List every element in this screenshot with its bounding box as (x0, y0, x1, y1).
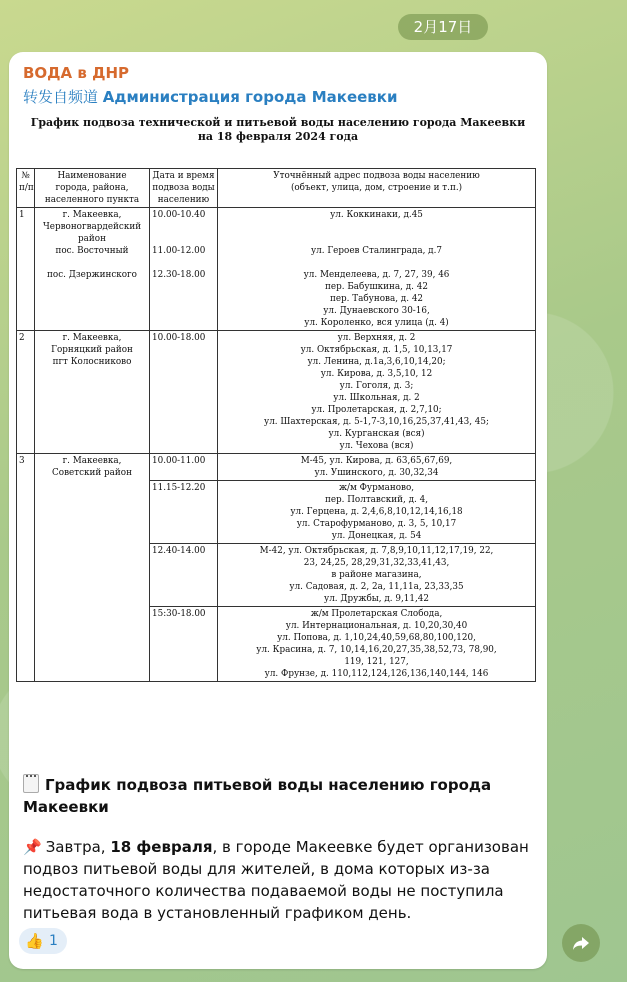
reaction-count: 1 (49, 933, 58, 949)
row-addresses: ул. Верхняя, д. 2 ул. Октябрьская, д. 1,5, 10,13,17 ул. Ленина, д.1а,3,6,10,14,20; ул. Кирова, д. 3,5,10, 12 ул. Гоголя, д. 3; ул. Школьная, д. 2 ул. Пролетарская, д. 2,7,10; ул. Шахтерская, д. 5-1,7-3,10,16,25,37,41,43, 45; ул. Курганская (вся) ул. Чехова (вся) (218, 331, 536, 454)
forwarded-channel-name[interactable]: Администрация города Макеевки (102, 88, 398, 106)
date-separator: 2月17日 (398, 14, 488, 40)
table-row (17, 331, 536, 454)
row-locality: г. Макеевка, Горняцкий район пгт Колосниково (35, 331, 150, 454)
row-time: 12.40-14.00 (150, 544, 218, 607)
post-title-text: График подвоза питьевой воды населению города Макеевки (23, 776, 492, 816)
table-header-row (17, 169, 536, 208)
header-name: Наименование города, района, населенного пункта (35, 169, 150, 208)
post-title (23, 774, 533, 818)
schedule-document-image[interactable] (9, 114, 547, 764)
row-time: 10.00-18.00 (150, 331, 218, 454)
row-num: 2 (17, 331, 35, 454)
row-num: 1 (17, 208, 35, 331)
share-arrow-icon (571, 933, 591, 953)
row-time: 15:30-18.00 (150, 607, 218, 682)
share-button[interactable] (562, 924, 600, 962)
header-time: Дата и время подвоза воды населению (150, 169, 218, 208)
schedule-table (16, 168, 536, 682)
post-body-date: 18 февраля (110, 838, 213, 856)
post-body (23, 836, 538, 924)
note-icon (23, 774, 39, 793)
thumbs-up-icon: 👍 (25, 932, 44, 950)
header-address: Уточнённый адрес подвоза воды населению (объект, улица, дом, строение и т.п.) (218, 169, 536, 208)
row-num: 3 (17, 454, 35, 682)
channel-name[interactable]: ВОДА в ДНР (23, 64, 129, 82)
row-addresses: М-45, ул. Кирова, д. 63,65,67,69, ул. Ушинского, д. 30,32,34 (218, 454, 536, 481)
post-body-text: , в городе Макеевке будет организован подвоз питьевой воды для жителей, в дома которых из-за недостаточного количества подаваемой воды не поступила питьевая вода в установленный графиком день. (23, 838, 529, 922)
message-bubble (9, 52, 547, 969)
row-locality: г. Макеевка, Советский район (35, 454, 150, 682)
row-addresses: ж/м Фурманово, пер. Полтавский, д. 4, ул. Герцена, д. 2,4,6,8,10,12,14,16,18 ул. Старофурманово, д. 3, 5, 10,17 ул. Донецкая, д. 54 (218, 481, 536, 544)
document-title-line1: График подвоза технической и питьевой воды населению города Макеевки (30, 116, 526, 129)
table-row (17, 208, 536, 331)
pushpin-icon: 📌 (23, 838, 42, 856)
row-time: 10.00-10.40 11.00-12.00 12.30-18.00 (150, 208, 218, 331)
row-locality: г. Макеевка, Червоногвардейский район пос. Восточный пос. Дзержинского (35, 208, 150, 331)
row-addresses: ул. Коккинаки, д.45 ул. Героев Сталинграда, д.7 ул. Менделеева, д. 7, 27, 39, 46 пер. Бабушкина, д. 42 пер. Табунова, д. 42 ул. Дунаевского 30-16, ул. Короленко, вся улица (д. 4) (218, 208, 536, 331)
row-addresses: ж/м Пролетарская Слобода, ул. Интернациональная, д. 10,20,30,40 ул. Попова, д. 1,10,24,40,59,68,80,100,120, ул. Красина, д. 7, 10,14,16,20,27,35,38,52,73, 78,90, 119, 121, 127, ул. Фрунзе, д. 110,112,124,126,136,140,144, 146 (218, 607, 536, 682)
forwarded-from[interactable] (23, 86, 398, 107)
row-addresses: М-42, ул. Октябрьская, д. 7,8,9,10,11,12,17,19, 22, 23, 24,25, 28,29,31,32,33,41,43, в районе магазина, ул. Садовая, д. 2, 2а, 11,11а, 23,33,35 ул. Дружбы, д. 9,11,42 (218, 544, 536, 607)
reaction-thumbs-up[interactable] (19, 928, 67, 954)
row-time: 11.15-12.20 (150, 481, 218, 544)
row-time: 10.00-11.00 (150, 454, 218, 481)
header-num: № п/п (17, 169, 35, 208)
table-row (17, 454, 536, 481)
forwarded-prefix: 转发自频道 (23, 88, 99, 106)
post-body-prefix: Завтра, (45, 838, 111, 856)
document-title-line2: на 18 февраля 2024 года (197, 130, 359, 143)
